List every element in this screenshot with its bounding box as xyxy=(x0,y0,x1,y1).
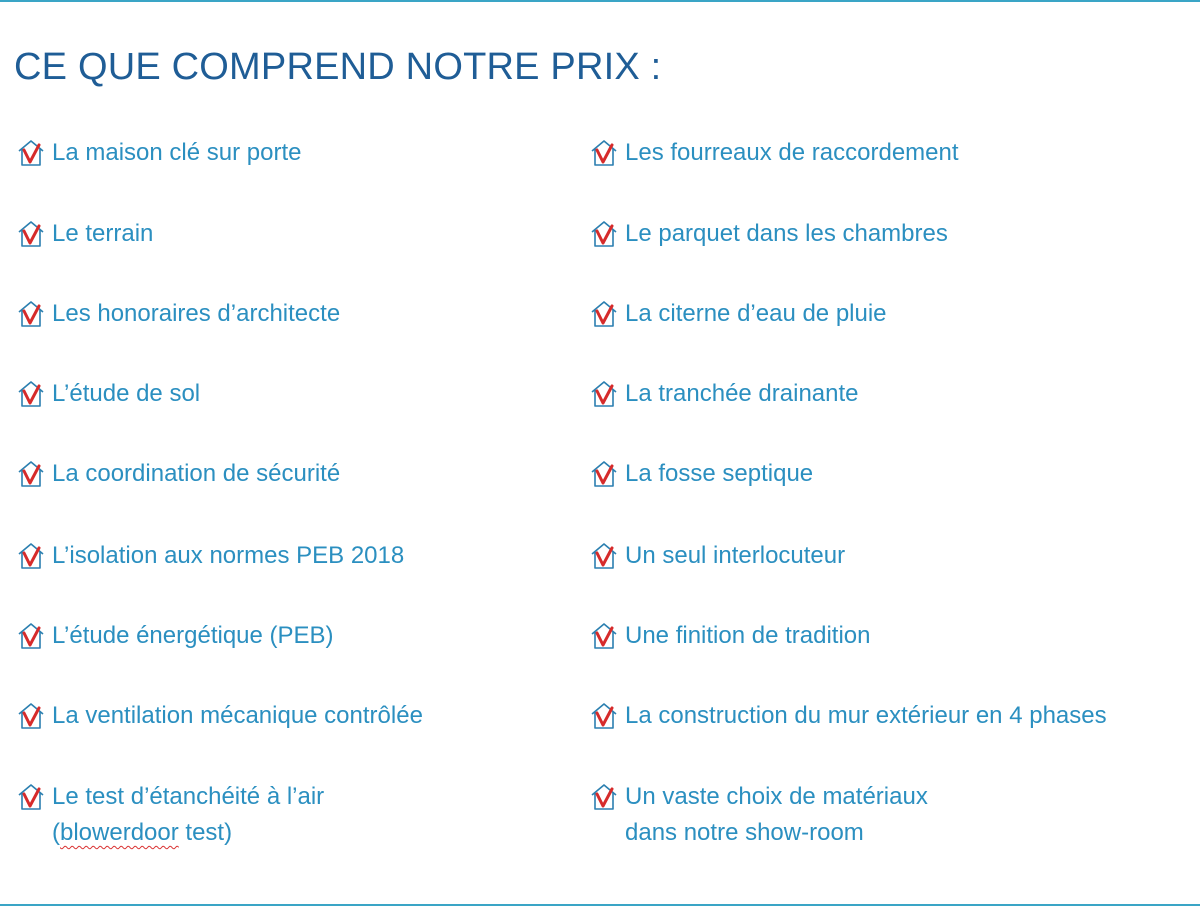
house-check-icon xyxy=(16,782,46,812)
item-text: La maison clé sur porte xyxy=(52,139,302,166)
item-text: Le parquet dans les chambres xyxy=(625,220,948,247)
top-rule xyxy=(0,0,1200,2)
list-item xyxy=(589,459,813,492)
item-text: La construction du mur extérieur en 4 phases xyxy=(625,702,1107,729)
item-text: Les honoraires d’architecte xyxy=(52,300,341,327)
house-check-icon xyxy=(589,541,619,571)
item-line-1: Un vaste choix de matériaux xyxy=(625,783,928,810)
item-text: La citerne d’eau de pluie xyxy=(625,300,887,327)
page-title: CE QUE COMPREND NOTRE PRIX : xyxy=(14,46,662,88)
house-check-icon xyxy=(589,782,619,812)
house-check-icon xyxy=(16,138,46,168)
list-item xyxy=(16,219,153,252)
item-text: L’étude de sol xyxy=(52,380,201,407)
item-line-1: Le test d’étanchéité à l’air xyxy=(52,783,325,810)
item-text: L’étude énergétique (PEB) xyxy=(52,622,334,649)
item-text xyxy=(52,779,324,851)
list-item xyxy=(589,782,928,851)
list-item xyxy=(16,782,324,851)
house-check-icon xyxy=(16,299,46,329)
house-check-icon xyxy=(589,379,619,409)
spellcheck-word: blowerdoor xyxy=(60,819,179,846)
list-item xyxy=(589,621,870,654)
house-check-icon xyxy=(589,621,619,651)
house-check-icon xyxy=(589,459,619,489)
item-text: La fosse septique xyxy=(625,460,814,487)
house-check-icon xyxy=(589,138,619,168)
item-text: La ventilation mécanique contrôlée xyxy=(52,702,423,729)
house-check-icon xyxy=(589,701,619,731)
item-text: Un seul interlocuteur xyxy=(625,542,846,569)
item-text: L’isolation aux normes PEB 2018 xyxy=(52,542,405,569)
house-check-icon xyxy=(16,541,46,571)
item-line-2 xyxy=(52,819,232,846)
list-item xyxy=(589,701,1107,734)
house-check-icon xyxy=(16,621,46,651)
item-text: La coordination de sécurité xyxy=(52,460,341,487)
list-item xyxy=(589,379,859,412)
house-check-icon xyxy=(16,379,46,409)
item-text xyxy=(625,779,928,851)
list-item xyxy=(16,541,404,574)
house-check-icon xyxy=(589,219,619,249)
paren-open: ( xyxy=(52,819,60,846)
bottom-rule xyxy=(0,904,1200,906)
house-check-icon xyxy=(589,299,619,329)
item-text: Une finition de tradition xyxy=(625,622,871,649)
list-item xyxy=(16,379,200,412)
list-item xyxy=(16,701,423,734)
item-text: Les fourreaux de raccordement xyxy=(625,139,959,166)
item-line-2: dans notre show-room xyxy=(625,819,864,846)
list-item xyxy=(589,541,845,574)
item-line-2-rest: test) xyxy=(178,819,233,846)
item-text: Le terrain xyxy=(52,220,154,247)
list-item xyxy=(16,138,301,171)
list-item xyxy=(589,138,959,171)
house-check-icon xyxy=(16,219,46,249)
item-text: La tranchée drainante xyxy=(625,380,859,407)
list-item xyxy=(589,299,887,332)
list-item xyxy=(589,219,948,252)
list-item xyxy=(16,621,334,654)
list-item xyxy=(16,299,340,332)
house-check-icon xyxy=(16,701,46,731)
house-check-icon xyxy=(16,459,46,489)
list-item xyxy=(16,459,340,492)
